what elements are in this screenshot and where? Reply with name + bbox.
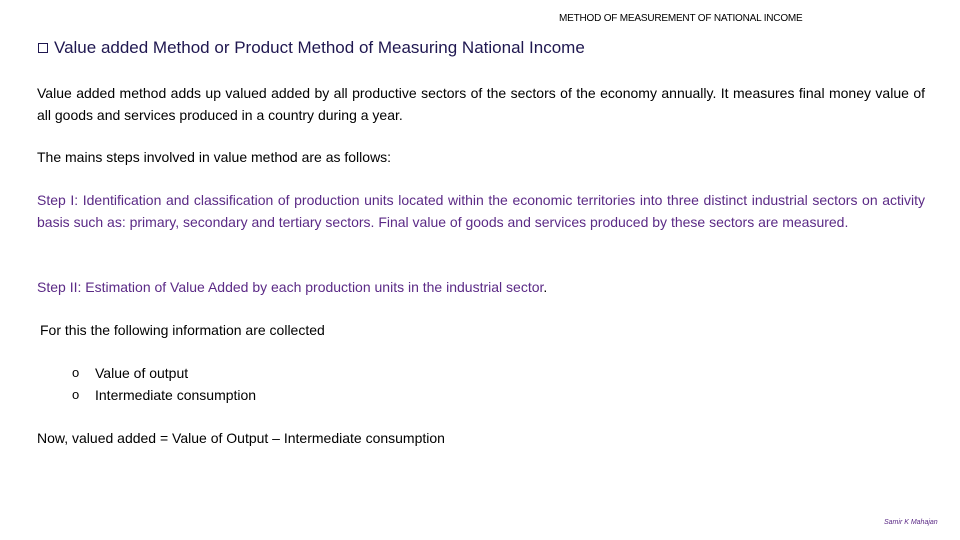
slide-title	[38, 38, 585, 58]
collected-info-list	[72, 362, 256, 406]
list-item-text: Intermediate consumption	[95, 387, 257, 403]
list-item	[72, 384, 256, 406]
formula-paragraph: Now, valued added = Value of Output – Intermediate consumption	[37, 430, 445, 446]
step-two-paragraph	[37, 276, 925, 298]
step-one-paragraph: Step I: Identification and classification of production units located within the economic territories into three distinct industrial sectors on activity basis such as: primary, secondary and tertiary sectors. Final value of goods and services produced by these sectors are measured.	[37, 192, 925, 230]
circle-bullet-icon: o	[72, 365, 80, 380]
steps-intro-paragraph: The mains steps involved in value method are as follows:	[37, 149, 392, 165]
square-bullet-icon	[38, 43, 48, 53]
slide-title-text: Value added Method or Product Method of Measuring National Income	[54, 38, 585, 57]
author-signature: Samir K Mahajan	[884, 519, 938, 526]
circle-bullet-icon: o	[72, 387, 80, 402]
list-item-text: Value of output	[95, 365, 189, 381]
list-item	[72, 362, 256, 384]
step-two-period: .	[543, 279, 548, 295]
header-label: METHOD OF MEASUREMENT OF NATIONAL INCOME	[559, 13, 803, 24]
step-two-text: Step II: Estimation of Value Added by each production units in the industrial sector	[37, 279, 544, 295]
intro-paragraph: Value added method adds up valued added by all productive sectors of the sectors of the economy annually. It measures final money value of all goods and services produced in a country during a year.	[37, 85, 925, 123]
collect-intro-paragraph: For this the following information are collected	[40, 322, 325, 338]
